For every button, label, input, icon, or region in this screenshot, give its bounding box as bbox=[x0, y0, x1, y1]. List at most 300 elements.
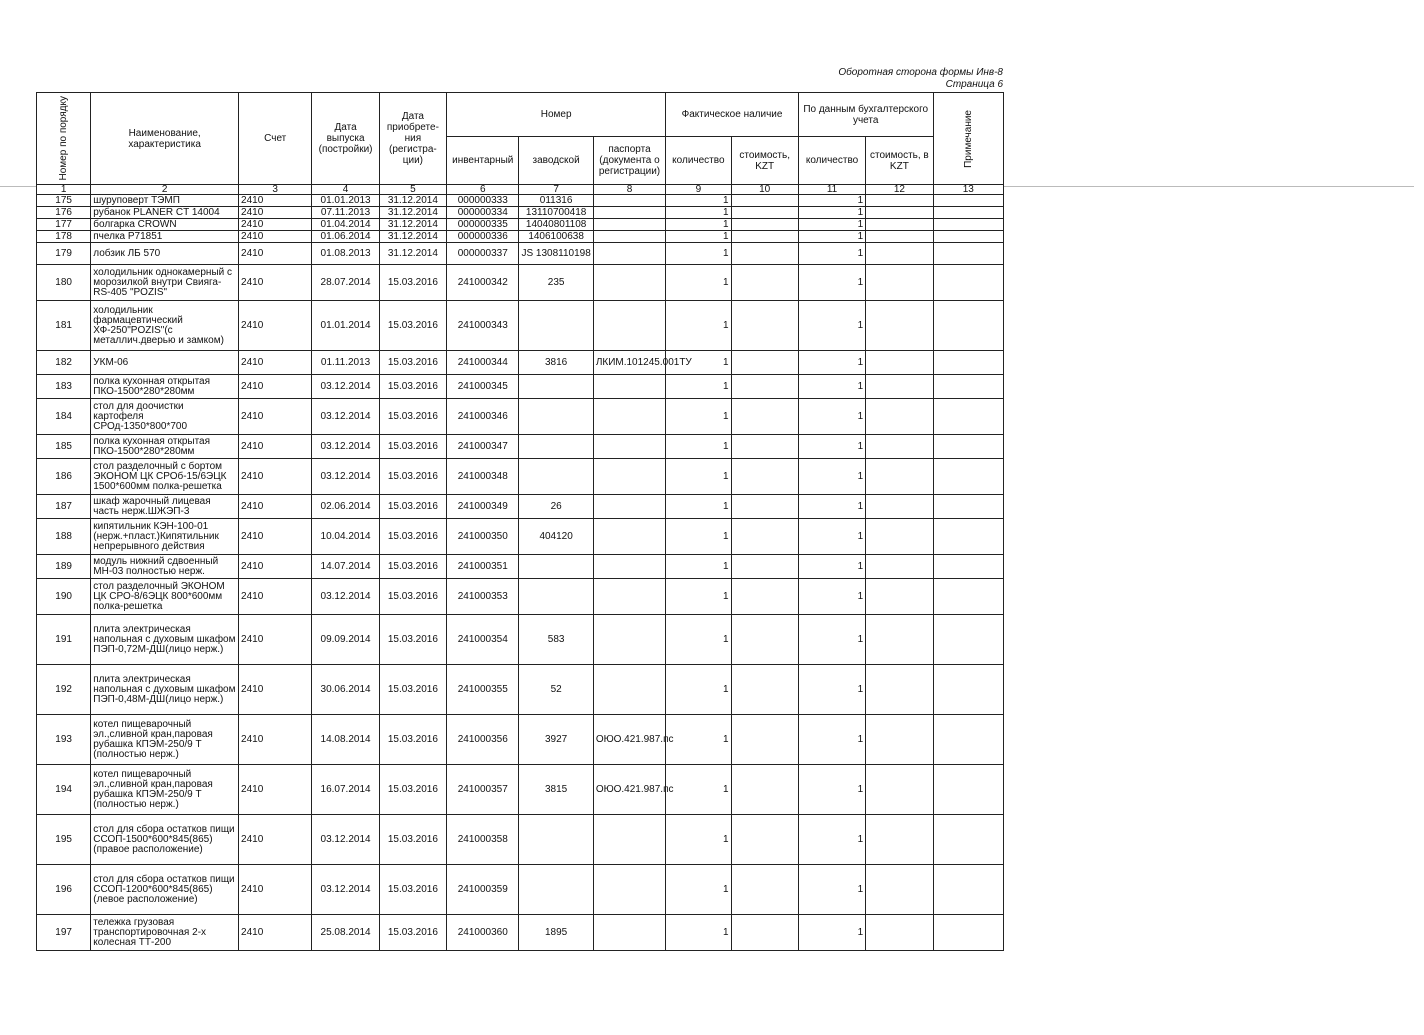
row-number-cell: 191 bbox=[37, 615, 91, 665]
note-cell bbox=[933, 815, 1003, 865]
inventory-number-cell: 241000343 bbox=[447, 301, 519, 351]
account-cell: 2410 bbox=[239, 265, 312, 301]
account-cell: 2410 bbox=[239, 219, 312, 231]
passport-number-cell bbox=[593, 579, 665, 615]
actual-cost-cell bbox=[731, 399, 798, 435]
inventory-number-cell: 000000334 bbox=[447, 207, 519, 219]
note-cell bbox=[933, 219, 1003, 231]
book-cost-cell bbox=[866, 555, 933, 579]
item-name-cell: кипятильник КЭН-100-01 (нерж.+пласт.)Кипятильник непрерывного действия bbox=[91, 519, 239, 555]
table-row bbox=[37, 231, 1004, 243]
acquisition-date-cell: 15.03.2016 bbox=[379, 495, 446, 519]
inventory-number-cell: 241000344 bbox=[447, 351, 519, 375]
note-cell bbox=[933, 519, 1003, 555]
book-cost-cell bbox=[866, 231, 933, 243]
table-row bbox=[37, 375, 1004, 399]
row-number-cell: 186 bbox=[37, 459, 91, 495]
factory-number-cell bbox=[519, 815, 593, 865]
passport-number-cell bbox=[593, 375, 665, 399]
book-cost-cell bbox=[866, 765, 933, 815]
book-quantity-cell: 1 bbox=[798, 495, 865, 519]
note-cell bbox=[933, 915, 1003, 951]
book-quantity-cell: 1 bbox=[798, 765, 865, 815]
table-row bbox=[37, 435, 1004, 459]
actual-cost-cell bbox=[731, 195, 798, 207]
table-row bbox=[37, 459, 1004, 495]
table-row bbox=[37, 865, 1004, 915]
actual-quantity-cell: 1 bbox=[666, 865, 731, 915]
account-cell: 2410 bbox=[239, 399, 312, 435]
book-cost-cell bbox=[866, 435, 933, 459]
book-cost-cell bbox=[866, 495, 933, 519]
actual-cost-cell bbox=[731, 715, 798, 765]
note-cell bbox=[933, 459, 1003, 495]
factory-number-cell: 3816 bbox=[519, 351, 593, 375]
item-name-cell: холодильник фармацевтический ХФ-250"POZIS"(с металлич.дверью и замком) bbox=[91, 301, 239, 351]
inventory-number-cell: 241000360 bbox=[447, 915, 519, 951]
passport-number-cell bbox=[593, 301, 665, 351]
actual-quantity-cell: 1 bbox=[666, 375, 731, 399]
row-number-cell: 175 bbox=[37, 195, 91, 207]
row-number-cell: 179 bbox=[37, 243, 91, 265]
item-name-cell: УКМ-06 bbox=[91, 351, 239, 375]
account-cell: 2410 bbox=[239, 765, 312, 815]
actual-cost-cell bbox=[731, 579, 798, 615]
actual-cost-cell bbox=[731, 615, 798, 665]
item-name-cell: модуль нижний сдвоенный МН-03 полностью нерж. bbox=[91, 555, 239, 579]
acquisition-date-cell: 15.03.2016 bbox=[379, 915, 446, 951]
book-quantity-cell: 1 bbox=[798, 399, 865, 435]
table-row bbox=[37, 351, 1004, 375]
actual-quantity-cell: 1 bbox=[666, 519, 731, 555]
actual-cost-cell bbox=[731, 231, 798, 243]
account-cell: 2410 bbox=[239, 579, 312, 615]
inventory-number-cell: 241000357 bbox=[447, 765, 519, 815]
acquisition-date-cell: 15.03.2016 bbox=[379, 459, 446, 495]
book-cost-cell bbox=[866, 615, 933, 665]
actual-cost-cell bbox=[731, 915, 798, 951]
item-name-cell: полка кухонная открытая ПКО-1500*280*280мм bbox=[91, 435, 239, 459]
col-header-acq-date: Дата приобрете-ния (регистра-ции) bbox=[379, 93, 446, 185]
acquisition-date-cell: 15.03.2016 bbox=[379, 301, 446, 351]
actual-quantity-cell: 1 bbox=[666, 915, 731, 951]
acquisition-date-cell: 15.03.2016 bbox=[379, 579, 446, 615]
inventory-number-cell: 241000354 bbox=[447, 615, 519, 665]
inventory-number-cell: 241000355 bbox=[447, 665, 519, 715]
factory-number-cell: 52 bbox=[519, 665, 593, 715]
acquisition-date-cell: 31.12.2014 bbox=[379, 207, 446, 219]
passport-number-cell bbox=[593, 615, 665, 665]
account-cell: 2410 bbox=[239, 231, 312, 243]
col-number: 7 bbox=[519, 185, 593, 195]
acquisition-date-cell: 15.03.2016 bbox=[379, 865, 446, 915]
actual-cost-cell bbox=[731, 865, 798, 915]
note-cell bbox=[933, 265, 1003, 301]
release-date-cell: 01.01.2014 bbox=[312, 301, 379, 351]
item-name-cell: плита электрическая напольная с духовым шкафом ПЭП-0,72М-ДШ(лицо нерж.) bbox=[91, 615, 239, 665]
actual-quantity-cell: 1 bbox=[666, 555, 731, 579]
inventory-number-cell: 241000348 bbox=[447, 459, 519, 495]
account-cell: 2410 bbox=[239, 915, 312, 951]
actual-quantity-cell: 1 bbox=[666, 579, 731, 615]
book-quantity-cell: 1 bbox=[798, 243, 865, 265]
inventory-number-cell: 000000335 bbox=[447, 219, 519, 231]
col-header-num: Номер по порядку bbox=[37, 93, 91, 185]
release-date-cell: 03.12.2014 bbox=[312, 815, 379, 865]
release-date-cell: 07.11.2013 bbox=[312, 207, 379, 219]
acquisition-date-cell: 15.03.2016 bbox=[379, 615, 446, 665]
item-name-cell: стол разделочный с бортом ЭКОНОМ ЦК СРОб-15/6ЭЦК 1500*600мм полка-решетка bbox=[91, 459, 239, 495]
col-number: 13 bbox=[933, 185, 1003, 195]
actual-cost-cell bbox=[731, 665, 798, 715]
passport-number-cell bbox=[593, 665, 665, 715]
account-cell: 2410 bbox=[239, 207, 312, 219]
acquisition-date-cell: 15.03.2016 bbox=[379, 375, 446, 399]
table-row bbox=[37, 555, 1004, 579]
book-cost-cell bbox=[866, 519, 933, 555]
acquisition-date-cell: 15.03.2016 bbox=[379, 399, 446, 435]
acquisition-date-cell: 15.03.2016 bbox=[379, 765, 446, 815]
actual-cost-cell bbox=[731, 815, 798, 865]
factory-number-cell bbox=[519, 301, 593, 351]
factory-number-cell bbox=[519, 579, 593, 615]
factory-number-cell bbox=[519, 865, 593, 915]
col-header-book-group: По данным бухгалтерского учета bbox=[798, 93, 933, 137]
account-cell: 2410 bbox=[239, 665, 312, 715]
release-date-cell: 03.12.2014 bbox=[312, 375, 379, 399]
col-header-factory: заводской bbox=[519, 137, 593, 185]
row-number-cell: 196 bbox=[37, 865, 91, 915]
release-date-cell: 09.09.2014 bbox=[312, 615, 379, 665]
factory-number-cell: 583 bbox=[519, 615, 593, 665]
passport-number-cell bbox=[593, 265, 665, 301]
item-name-cell: тележка грузовая транспортировочная 2-х колесная ТТ-200 bbox=[91, 915, 239, 951]
table-row bbox=[37, 915, 1004, 951]
book-quantity-cell: 1 bbox=[798, 301, 865, 351]
factory-number-cell bbox=[519, 375, 593, 399]
row-number-cell: 183 bbox=[37, 375, 91, 399]
passport-number-cell bbox=[593, 865, 665, 915]
col-number: 12 bbox=[866, 185, 933, 195]
actual-quantity-cell: 1 bbox=[666, 265, 731, 301]
book-cost-cell bbox=[866, 579, 933, 615]
actual-quantity-cell: 1 bbox=[666, 219, 731, 231]
col-number: 1 bbox=[37, 185, 91, 195]
inventory-number-cell: 241000345 bbox=[447, 375, 519, 399]
actual-cost-cell bbox=[731, 519, 798, 555]
account-cell: 2410 bbox=[239, 815, 312, 865]
actual-cost-cell bbox=[731, 765, 798, 815]
passport-number-cell bbox=[593, 231, 665, 243]
acquisition-date-cell: 15.03.2016 bbox=[379, 665, 446, 715]
actual-cost-cell bbox=[731, 265, 798, 301]
row-number-cell: 178 bbox=[37, 231, 91, 243]
note-cell bbox=[933, 579, 1003, 615]
book-cost-cell bbox=[866, 459, 933, 495]
col-header-book-cost: стоимость, в KZT bbox=[866, 137, 933, 185]
book-cost-cell bbox=[866, 207, 933, 219]
note-cell bbox=[933, 399, 1003, 435]
book-cost-cell bbox=[866, 265, 933, 301]
inventory-number-cell: 000000333 bbox=[447, 195, 519, 207]
passport-number-cell bbox=[593, 399, 665, 435]
item-name-cell: стол для сбора остатков пищи ССОП-1500*600*845(865)(правое расположение) bbox=[91, 815, 239, 865]
book-quantity-cell: 1 bbox=[798, 519, 865, 555]
row-number-cell: 185 bbox=[37, 435, 91, 459]
book-quantity-cell: 1 bbox=[798, 459, 865, 495]
release-date-cell: 01.06.2014 bbox=[312, 231, 379, 243]
factory-number-cell bbox=[519, 399, 593, 435]
table-row bbox=[37, 207, 1004, 219]
actual-cost-cell bbox=[731, 351, 798, 375]
note-cell bbox=[933, 195, 1003, 207]
release-date-cell: 03.12.2014 bbox=[312, 399, 379, 435]
item-name-cell: шкаф жарочный лицевая часть нерж.ШЖЭП-3 bbox=[91, 495, 239, 519]
col-header-number-group: Номер bbox=[447, 93, 666, 137]
passport-number-cell: ОЮО.421.987.пс bbox=[593, 715, 665, 765]
item-name-cell: рубанок PLANER CT 14004 bbox=[91, 207, 239, 219]
item-name-cell: лобзик ЛБ 570 bbox=[91, 243, 239, 265]
row-number-cell: 194 bbox=[37, 765, 91, 815]
item-name-cell: котел пищеварочный эл.,сливной кран,паровая рубашка КПЭМ-250/9 Т (полностью нерж.) bbox=[91, 715, 239, 765]
actual-quantity-cell: 1 bbox=[666, 301, 731, 351]
row-number-cell: 180 bbox=[37, 265, 91, 301]
table-row bbox=[37, 301, 1004, 351]
passport-number-cell bbox=[593, 915, 665, 951]
page-label: Страница 6 bbox=[945, 79, 1003, 90]
release-date-cell: 03.12.2014 bbox=[312, 865, 379, 915]
acquisition-date-cell: 15.03.2016 bbox=[379, 715, 446, 765]
header-row-top bbox=[37, 93, 1004, 137]
item-name-cell: плита электрическая напольная с духовым шкафом ПЭП-0,48М-ДШ(лицо нерж.) bbox=[91, 665, 239, 715]
release-date-cell: 03.12.2014 bbox=[312, 579, 379, 615]
col-number: 2 bbox=[91, 185, 239, 195]
table-row bbox=[37, 715, 1004, 765]
acquisition-date-cell: 31.12.2014 bbox=[379, 243, 446, 265]
inventory-number-cell: 241000342 bbox=[447, 265, 519, 301]
release-date-cell: 10.04.2014 bbox=[312, 519, 379, 555]
row-number-cell: 188 bbox=[37, 519, 91, 555]
actual-quantity-cell: 1 bbox=[666, 459, 731, 495]
row-number-cell: 197 bbox=[37, 915, 91, 951]
release-date-cell: 01.11.2013 bbox=[312, 351, 379, 375]
release-date-cell: 16.07.2014 bbox=[312, 765, 379, 815]
table-row bbox=[37, 765, 1004, 815]
item-name-cell: котел пищеварочный эл.,сливной кран,паровая рубашка КПЭМ-250/9 Т (полностью нерж.) bbox=[91, 765, 239, 815]
form-title: Оборотная сторона формы Инв-8 bbox=[838, 67, 1003, 78]
acquisition-date-cell: 31.12.2014 bbox=[379, 195, 446, 207]
col-header-release-date: Дата выпуска (постройки) bbox=[312, 93, 379, 185]
actual-quantity-cell: 1 bbox=[666, 435, 731, 459]
acquisition-date-cell: 31.12.2014 bbox=[379, 219, 446, 231]
acquisition-date-cell: 15.03.2016 bbox=[379, 265, 446, 301]
release-date-cell: 14.07.2014 bbox=[312, 555, 379, 579]
book-cost-cell bbox=[866, 665, 933, 715]
item-name-cell: стол для сбора остатков пищи ССОП-1200*600*845(865)(левое расположение) bbox=[91, 865, 239, 915]
actual-quantity-cell: 1 bbox=[666, 195, 731, 207]
table-row bbox=[37, 195, 1004, 207]
factory-number-cell: 011316 bbox=[519, 195, 593, 207]
row-number-cell: 192 bbox=[37, 665, 91, 715]
factory-number-cell bbox=[519, 435, 593, 459]
factory-number-cell: 26 bbox=[519, 495, 593, 519]
passport-number-cell bbox=[593, 243, 665, 265]
account-cell: 2410 bbox=[239, 519, 312, 555]
factory-number-cell: 3927 bbox=[519, 715, 593, 765]
actual-cost-cell bbox=[731, 495, 798, 519]
factory-number-cell bbox=[519, 555, 593, 579]
col-header-actual-cost: стоимость, KZT bbox=[731, 137, 798, 185]
actual-quantity-cell: 1 bbox=[666, 207, 731, 219]
col-number: 4 bbox=[312, 185, 379, 195]
item-name-cell: пчелка Р71851 bbox=[91, 231, 239, 243]
table-row bbox=[37, 243, 1004, 265]
item-name-cell: полка кухонная открытая ПКО-1500*280*280мм bbox=[91, 375, 239, 399]
release-date-cell: 01.01.2013 bbox=[312, 195, 379, 207]
acquisition-date-cell: 31.12.2014 bbox=[379, 231, 446, 243]
inventory-number-cell: 241000347 bbox=[447, 435, 519, 459]
passport-number-cell bbox=[593, 459, 665, 495]
book-quantity-cell: 1 bbox=[798, 351, 865, 375]
table-row bbox=[37, 495, 1004, 519]
inventory-number-cell: 241000356 bbox=[447, 715, 519, 765]
actual-quantity-cell: 1 bbox=[666, 231, 731, 243]
note-cell bbox=[933, 865, 1003, 915]
note-cell bbox=[933, 665, 1003, 715]
acquisition-date-cell: 15.03.2016 bbox=[379, 519, 446, 555]
book-cost-cell bbox=[866, 219, 933, 231]
passport-number-cell bbox=[593, 495, 665, 519]
item-name-cell: холодильник однокамерный с морозилкой внутри Свияга-RS-405 "POZIS" bbox=[91, 265, 239, 301]
item-name-cell: стол для доочистки картофеля СРОд-1350*800*700 bbox=[91, 399, 239, 435]
release-date-cell: 02.06.2014 bbox=[312, 495, 379, 519]
table-row bbox=[37, 815, 1004, 865]
book-cost-cell bbox=[866, 195, 933, 207]
table-row bbox=[37, 519, 1004, 555]
account-cell: 2410 bbox=[239, 865, 312, 915]
row-number-cell: 177 bbox=[37, 219, 91, 231]
table-row bbox=[37, 579, 1004, 615]
release-date-cell: 14.08.2014 bbox=[312, 715, 379, 765]
account-cell: 2410 bbox=[239, 301, 312, 351]
row-number-cell: 193 bbox=[37, 715, 91, 765]
actual-cost-cell bbox=[731, 375, 798, 399]
account-cell: 2410 bbox=[239, 555, 312, 579]
actual-cost-cell bbox=[731, 435, 798, 459]
account-cell: 2410 bbox=[239, 459, 312, 495]
col-header-passport: паспорта (документа о регистрации) bbox=[593, 137, 665, 185]
account-cell: 2410 bbox=[239, 435, 312, 459]
col-number: 11 bbox=[798, 185, 865, 195]
book-cost-cell bbox=[866, 243, 933, 265]
account-cell: 2410 bbox=[239, 715, 312, 765]
note-cell bbox=[933, 301, 1003, 351]
actual-quantity-cell: 1 bbox=[666, 665, 731, 715]
passport-number-cell bbox=[593, 435, 665, 459]
release-date-cell: 01.04.2014 bbox=[312, 219, 379, 231]
actual-quantity-cell: 1 bbox=[666, 765, 731, 815]
scan-artifact-line-right bbox=[1004, 186, 1414, 187]
col-number: 10 bbox=[731, 185, 798, 195]
actual-quantity-cell: 1 bbox=[666, 495, 731, 519]
book-quantity-cell: 1 bbox=[798, 231, 865, 243]
note-cell bbox=[933, 495, 1003, 519]
col-number: 6 bbox=[447, 185, 519, 195]
col-header-note: Примечание bbox=[933, 93, 1003, 185]
table-row bbox=[37, 615, 1004, 665]
col-header-account: Счет bbox=[239, 93, 312, 185]
note-cell bbox=[933, 375, 1003, 399]
row-number-cell: 184 bbox=[37, 399, 91, 435]
actual-quantity-cell: 1 bbox=[666, 399, 731, 435]
book-cost-cell bbox=[866, 865, 933, 915]
inventory-number-cell: 241000349 bbox=[447, 495, 519, 519]
book-quantity-cell: 1 bbox=[798, 715, 865, 765]
inventory-number-cell: 241000350 bbox=[447, 519, 519, 555]
row-number-cell: 176 bbox=[37, 207, 91, 219]
item-name-cell: стол разделочный ЭКОНОМ ЦК СРО-8/6ЭЦК 800*600мм полка-решетка bbox=[91, 579, 239, 615]
book-cost-cell bbox=[866, 715, 933, 765]
acquisition-date-cell: 15.03.2016 bbox=[379, 815, 446, 865]
col-header-actual-qty: количество bbox=[666, 137, 731, 185]
passport-number-cell bbox=[593, 219, 665, 231]
acquisition-date-cell: 15.03.2016 bbox=[379, 351, 446, 375]
actual-quantity-cell: 1 bbox=[666, 815, 731, 865]
book-cost-cell bbox=[866, 915, 933, 951]
factory-number-cell: 14040801108 bbox=[519, 219, 593, 231]
book-quantity-cell: 1 bbox=[798, 579, 865, 615]
factory-number-cell: 404120 bbox=[519, 519, 593, 555]
inventory-table bbox=[36, 92, 1004, 951]
release-date-cell: 30.06.2014 bbox=[312, 665, 379, 715]
acquisition-date-cell: 15.03.2016 bbox=[379, 555, 446, 579]
passport-number-cell bbox=[593, 519, 665, 555]
book-cost-cell bbox=[866, 351, 933, 375]
book-cost-cell bbox=[866, 301, 933, 351]
account-cell: 2410 bbox=[239, 495, 312, 519]
book-quantity-cell: 1 bbox=[798, 195, 865, 207]
inventory-number-cell: 241000353 bbox=[447, 579, 519, 615]
release-date-cell: 01.08.2013 bbox=[312, 243, 379, 265]
release-date-cell: 28.07.2014 bbox=[312, 265, 379, 301]
column-number-row bbox=[37, 185, 1004, 195]
table-row bbox=[37, 399, 1004, 435]
factory-number-cell: 1895 bbox=[519, 915, 593, 951]
passport-number-cell bbox=[593, 555, 665, 579]
inventory-number-cell: 000000337 bbox=[447, 243, 519, 265]
actual-quantity-cell: 1 bbox=[666, 351, 731, 375]
inventory-number-cell: 241000346 bbox=[447, 399, 519, 435]
note-cell bbox=[933, 435, 1003, 459]
book-cost-cell bbox=[866, 815, 933, 865]
col-number: 3 bbox=[239, 185, 312, 195]
note-cell bbox=[933, 243, 1003, 265]
inventory-number-cell: 000000336 bbox=[447, 231, 519, 243]
note-cell bbox=[933, 715, 1003, 765]
col-header-book-qty: количество bbox=[798, 137, 865, 185]
passport-number-cell: ЛКИМ.101245.001ТУ bbox=[593, 351, 665, 375]
row-number-cell: 182 bbox=[37, 351, 91, 375]
factory-number-cell bbox=[519, 459, 593, 495]
actual-quantity-cell: 1 bbox=[666, 243, 731, 265]
item-name-cell: шуруповерт ТЭМП bbox=[91, 195, 239, 207]
actual-cost-cell bbox=[731, 555, 798, 579]
note-cell bbox=[933, 351, 1003, 375]
account-cell: 2410 bbox=[239, 243, 312, 265]
book-quantity-cell: 1 bbox=[798, 375, 865, 399]
account-cell: 2410 bbox=[239, 351, 312, 375]
row-number-cell: 181 bbox=[37, 301, 91, 351]
